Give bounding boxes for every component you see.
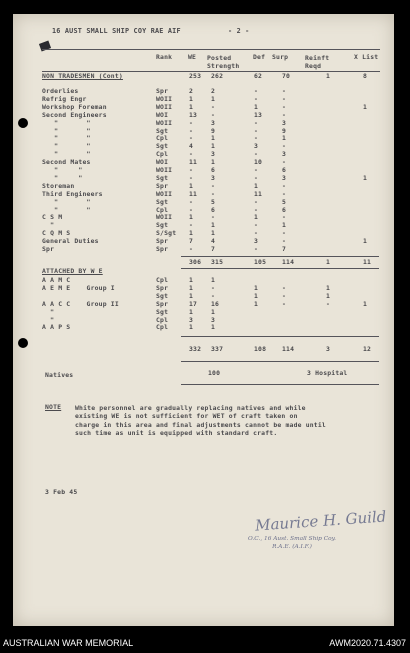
cell-label: " [42,307,55,316]
cell-surp: - [282,87,287,95]
cell-rank: Sgt [156,142,169,151]
cell-we: 11 [189,189,198,198]
cell-rank: Cpl [156,134,169,143]
cell-we: 4 [189,142,194,151]
cell-label: " " [42,173,83,182]
cell-posted: 5 [211,197,216,206]
attached-title: ATTACHED BY W E [42,267,103,275]
divider [181,384,379,385]
cell-label: " " [42,166,83,174]
cell-posted: 1 [211,323,216,332]
signature-title: O.C., 16 Aust. Small Ship Coy. [248,536,336,542]
cell-label: " " [42,197,91,206]
total-we: 332 [189,345,202,353]
cell-label: " " [42,150,91,159]
subtotal-rule [181,268,379,269]
total-reinf: 1 [326,258,331,266]
cell-def: - [254,126,259,135]
cell-rank: WOI [156,110,169,119]
cell-surp: 9 [282,126,287,135]
cell-label: C S M [42,213,63,222]
cell-posted: 3 [211,118,216,127]
cell-def: - [254,173,259,182]
cell-label: " " [42,205,91,214]
cell-posted: 1 [211,142,216,151]
cell-posted: 1 [211,221,216,230]
cell-def: 10 [254,158,263,167]
cell-label: A A C C Group II [42,299,119,308]
total-def: 62 [254,72,263,80]
cell-rank: Spr [156,181,169,190]
cell-surp: 3 [282,173,287,182]
total-posted: 262 [211,72,224,80]
cell-we: - [189,173,194,182]
cell-rank: Spr [156,237,169,246]
cell-posted: 9 [211,126,216,135]
total-posted: 337 [211,345,224,353]
cell-we: 1 [189,276,194,284]
cell-reinf: 1 [326,283,331,292]
cell-we: - [189,118,194,127]
cell-label: Second Mates [42,158,91,167]
cell-posted: 3 [211,150,216,159]
cell-def: - [254,205,259,214]
cell-def: - [254,245,259,253]
signature-corps: R.A.E. (A.I.F.) [272,544,312,550]
cell-surp: 6 [282,166,287,174]
cell-surp: - [282,189,287,198]
cell-rank: WOII [156,94,173,103]
cell-we: 1 [189,323,194,332]
cell-def: 1 [254,283,259,292]
cell-label: " " [42,126,91,135]
cell-label: Workshop Foreman [42,102,107,111]
cell-we: 1 [189,102,194,111]
cell-we: 1 [189,307,194,316]
cell-def: 3 [254,142,259,151]
cell-def: - [254,134,259,143]
cell-label: " " [42,142,91,151]
cell-surp: 3 [282,118,287,127]
total-def: 108 [254,345,267,353]
cell-surp: - [282,158,287,167]
cell-we: 13 [189,110,198,119]
cell-rank: WOI [156,158,169,167]
cell-rank: WOII [156,118,173,127]
cell-label: " " [42,134,91,143]
cell-we: 1 [189,213,194,222]
footer-institution: AUSTRALIAN WAR MEMORIAL [3,638,134,648]
cell-posted: 1 [211,307,216,316]
col-xlist: X List [354,53,379,61]
cell-def: - [254,229,259,238]
cell-posted: 6 [211,205,216,214]
cell-def: 1 [254,102,259,111]
cell-def: - [254,150,259,159]
cell-surp: - [282,299,287,308]
cell-we: 2 [189,87,194,95]
total-reinf: 1 [326,72,331,80]
col-rank: Rank [156,53,173,61]
cell-posted: - [211,110,216,119]
cell-surp: 3 [282,150,287,159]
cell-rank: S/Sgt [156,229,177,238]
cell-surp: 1 [282,221,287,230]
cell-posted: 1 [211,229,216,238]
cell-surp: 5 [282,197,287,206]
cell-xlist: 1 [363,102,368,111]
cell-we: - [189,197,194,206]
cell-rank: Sgt [156,291,169,300]
cell-we: - [189,126,194,135]
cell-posted: 1 [211,134,216,143]
cell-rank: WOII [156,102,173,111]
cell-posted: 6 [211,166,216,174]
cell-surp: - [282,110,287,119]
total-we: 306 [189,258,202,266]
col-posted-strength: Posted Strength [207,54,240,70]
cell-posted: - [211,283,216,292]
cell-we: - [189,245,194,253]
cell-def: - [254,221,259,230]
cell-def: 1 [254,181,259,190]
cell-posted: - [211,189,216,198]
cell-label: " [42,315,55,324]
col-def: Def [253,53,266,61]
cell-def: 11 [254,189,263,198]
total-reinf: 3 [326,345,331,353]
cell-surp: 6 [282,205,287,214]
cell-label: Third Engineers [42,189,103,198]
cell-we: 1 [189,94,194,103]
cell-surp: 1 [282,134,287,143]
punch-hole [18,118,28,128]
cell-we: - [189,205,194,214]
natives-label: Natives [45,371,74,379]
cell-posted: 1 [211,158,216,167]
cell-surp: - [282,142,287,151]
cell-def: - [254,118,259,127]
footer-accession: AWM2020.71.4307 [329,638,406,648]
cell-def: 13 [254,110,263,119]
total-posted: 315 [211,258,224,266]
cell-posted: - [211,213,216,222]
cell-posted: 7 [211,245,216,253]
subtotal-rule [181,256,379,257]
cell-label: A A M C [42,276,71,284]
unit-heading: 16 AUST SMALL SHIP COY RAE AIF [52,27,181,35]
document-date: 3 Feb 45 [45,488,78,496]
cell-rank: WOII [156,189,173,198]
cell-rank: Cpl [156,315,169,324]
cell-posted: - [211,181,216,190]
cell-surp: - [282,291,287,300]
cell-we: 17 [189,299,198,308]
cell-we: 1 [189,181,194,190]
total-we: 253 [189,72,202,80]
cell-label: C Q M S [42,229,71,238]
natives-hospital: 3 Hospital [307,369,348,377]
cell-rank: Sgt [156,307,169,316]
cell-rank: Sgt [156,173,169,182]
cell-we: 7 [189,237,194,246]
cell-rank: Spr [156,299,169,308]
cell-reinf: 1 [326,291,331,300]
total-xlist: 11 [363,258,372,266]
cell-rank: Cpl [156,205,169,214]
divider [42,49,380,50]
cell-rank: Sgt [156,197,169,206]
cell-label: Second Engineers [42,110,107,119]
cell-label: Orderlies [42,87,79,95]
cell-rank: Sgt [156,221,169,230]
cell-rank: Spr [156,87,169,95]
cell-def: 3 [254,237,259,246]
cell-surp: - [282,102,287,111]
cell-rank: WOII [156,166,173,174]
cell-posted: - [211,291,216,300]
cell-we: 1 [189,283,194,292]
cell-posted: 3 [211,315,216,324]
cell-label: Refrig Engr [42,94,87,103]
cell-label: " [42,221,55,230]
cell-def: 1 [254,299,259,308]
cell-label: A E M E Group I [42,283,115,292]
col-we: WE [188,53,197,61]
cell-surp: - [282,283,287,292]
cell-we: - [189,166,194,174]
cell-rank: Cpl [156,150,169,159]
cell-rank: WOII [156,213,173,222]
cell-label: Storeman [42,181,75,190]
cell-label: A A P S [42,323,71,332]
natives-posted: 100 [208,369,221,377]
cell-def: 1 [254,213,259,222]
total-xlist: 8 [363,72,368,80]
cell-label: " " [42,118,91,127]
cell-rank: Spr [156,283,169,292]
cell-reinf: - [326,299,331,308]
punch-hole [18,338,28,348]
cell-posted: 2 [211,87,216,95]
cell-label: General Duties [42,237,99,246]
cell-posted: - [211,102,216,111]
page-number: - 2 - [228,27,250,35]
col-surp: Surp [272,53,289,61]
cell-posted: 16 [211,299,220,308]
cell-we: 1 [189,229,194,238]
cell-xlist: 1 [363,299,368,308]
cell-we: - [189,150,194,159]
cell-rank: Cpl [156,276,169,284]
cell-posted: 4 [211,237,216,246]
cell-rank: Spr [156,245,169,253]
cell-xlist: 1 [363,173,368,182]
cell-def: - [254,94,259,103]
note-text: White personnel are gradually replacing natives and while existing WE is not sufficient for WET of craft taken on charge in this area and final adjustments cannot be made until such time as unit is equipped with standard craft. [75,404,326,438]
total-surp: 114 [282,258,295,266]
cell-def: - [254,87,259,95]
cell-surp: - [282,237,287,246]
cell-we: 3 [189,315,194,324]
cell-posted: 1 [211,276,216,284]
cell-xlist: 1 [363,237,368,246]
cell-surp: 7 [282,245,287,253]
cell-surp: - [282,229,287,238]
cell-we: - [189,221,194,230]
cell-rank: Sgt [156,126,169,135]
total-surp: 114 [282,345,295,353]
cell-def: - [254,166,259,174]
total-rule [181,361,379,362]
cell-we: 11 [189,158,198,167]
cell-surp: - [282,213,287,222]
total-surp: 70 [282,72,291,80]
cell-we: - [189,134,194,143]
total-rule [181,336,379,337]
cell-we: 1 [189,291,194,300]
cell-posted: 3 [211,173,216,182]
cell-posted: 1 [211,94,216,103]
total-xlist: 12 [363,345,372,353]
signature-block [242,535,342,551]
cell-def: 1 [254,291,259,300]
cell-rank: Cpl [156,323,169,332]
cell-surp: - [282,181,287,190]
cell-surp: - [282,94,287,103]
section-title: NON TRADESMEN (Cont) [42,72,123,80]
col-reinf: Reinft Reqd [305,54,330,70]
cell-label: Spr [42,245,55,253]
total-def: 105 [254,258,267,266]
cell-def: - [254,197,259,206]
note-label: NOTE [45,403,62,411]
signature: Maurice H. Guild [254,507,387,535]
